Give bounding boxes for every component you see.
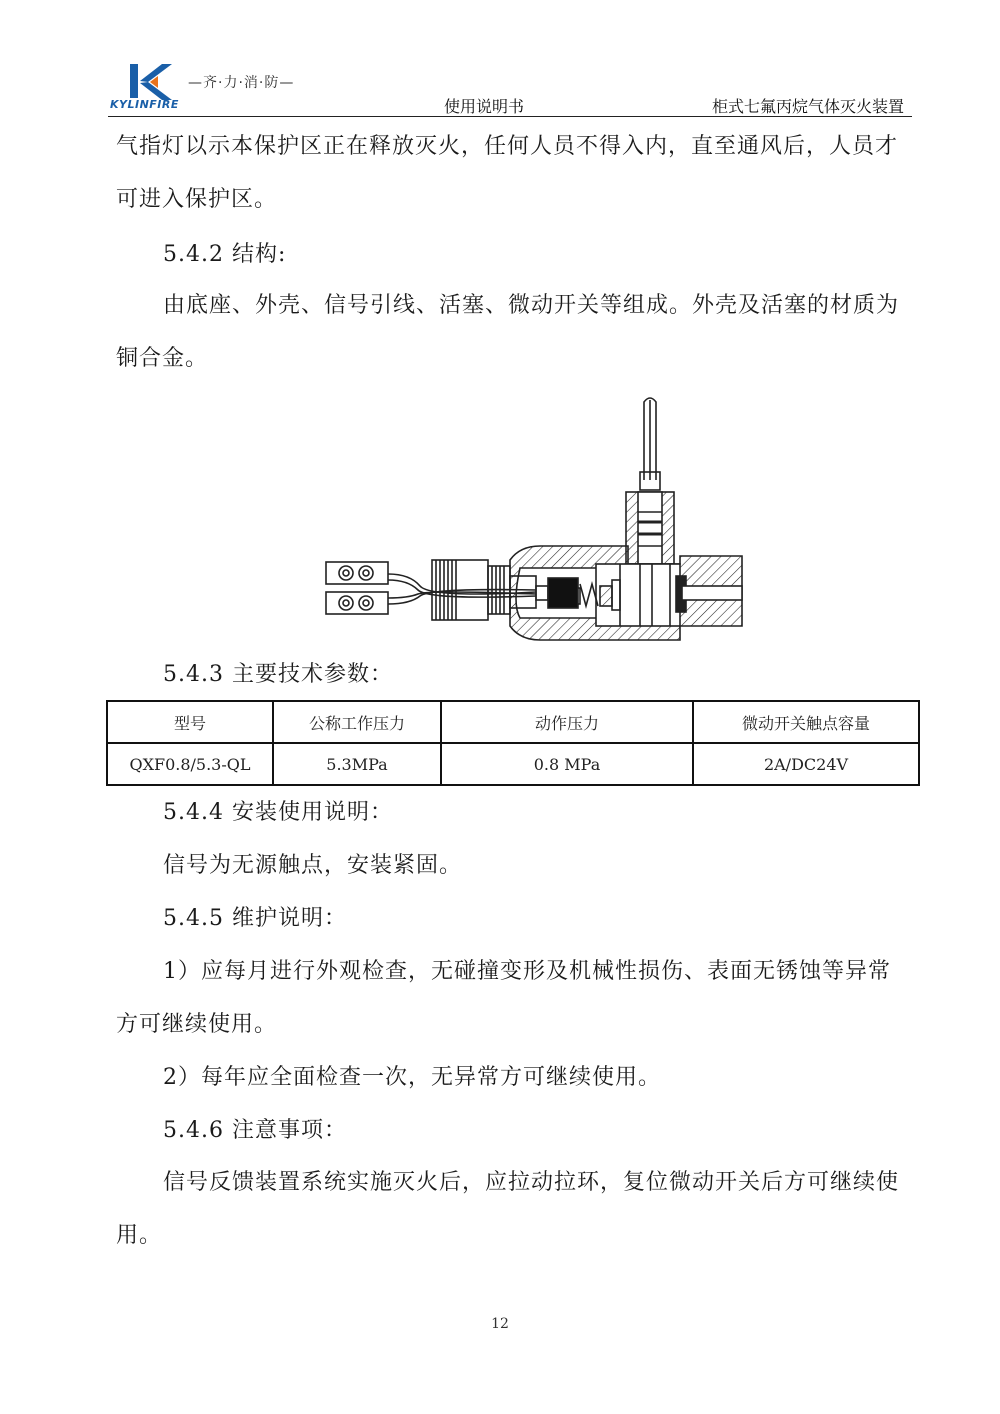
product-name: 柜式七氟丙烷气体灭火装置: [711, 97, 904, 116]
technical-parameters-table: [106, 700, 920, 786]
section-heading-5-4-3: 5.4.3 主要技术参数：: [163, 662, 393, 687]
paragraph-line: 气指灯以示本保护区正在释放灭火，任何人员不得入内，直至通风后，人员才: [116, 134, 899, 159]
table-header-cell: 公称工作压力: [273, 701, 441, 743]
paragraph-line: 由底座、外壳、信号引线、活塞、微动开关等组成。外壳及活塞的材质为: [163, 293, 900, 318]
paragraph-line: 信号为无源触点，安装紧固。: [163, 853, 463, 878]
table-header-cell: 型号: [107, 701, 273, 743]
document-type: 使用说明书: [444, 97, 525, 116]
table-cell: 2A/DC24V: [693, 743, 919, 785]
table-header-cell: 微动开关触点容量: [693, 701, 919, 743]
paragraph-line: 方可继续使用。: [116, 1012, 278, 1037]
company-slogan: —齐·力·消·防—: [188, 75, 295, 91]
table-cell: 5.3MPa: [273, 743, 441, 785]
header-divider: [108, 116, 912, 117]
list-item: 1）应每月进行外观检查，无碰撞变形及机械性损伤、表面无锈蚀等异常: [163, 959, 891, 984]
list-item: 2）每年应全面检查一次，无异常方可继续使用。: [163, 1065, 661, 1090]
paragraph-line: 铜合金。: [116, 346, 209, 371]
logo-k-mark-icon: [128, 62, 172, 102]
table-cell: QXF0.8/5.3-QL: [107, 743, 273, 785]
signal-feedback-device-drawing: [318, 392, 748, 652]
paragraph-line: 可进入保护区。: [116, 187, 278, 212]
section-heading-5-4-5: 5.4.5 维护说明：: [163, 906, 347, 931]
table-row: [107, 743, 919, 785]
section-heading-5-4-4: 5.4.4 安装使用说明：: [163, 800, 393, 825]
logo-wordmark: KYLINFIRE: [110, 98, 179, 111]
table-header-cell: 动作压力: [441, 701, 693, 743]
paragraph-line: 用。: [116, 1223, 163, 1248]
paragraph-line: 信号反馈装置系统实施灭火后，应拉动拉环，复位微动开关后方可继续使: [163, 1170, 900, 1195]
page-number: 12: [491, 1316, 509, 1332]
table-header-row: [107, 701, 919, 743]
table-cell: 0.8 MPa: [441, 743, 693, 785]
section-heading-5-4-6: 5.4.6 注意事项：: [163, 1118, 347, 1143]
section-heading-5-4-2: 5.4.2 结构:: [163, 242, 287, 267]
page-header: [108, 58, 912, 118]
